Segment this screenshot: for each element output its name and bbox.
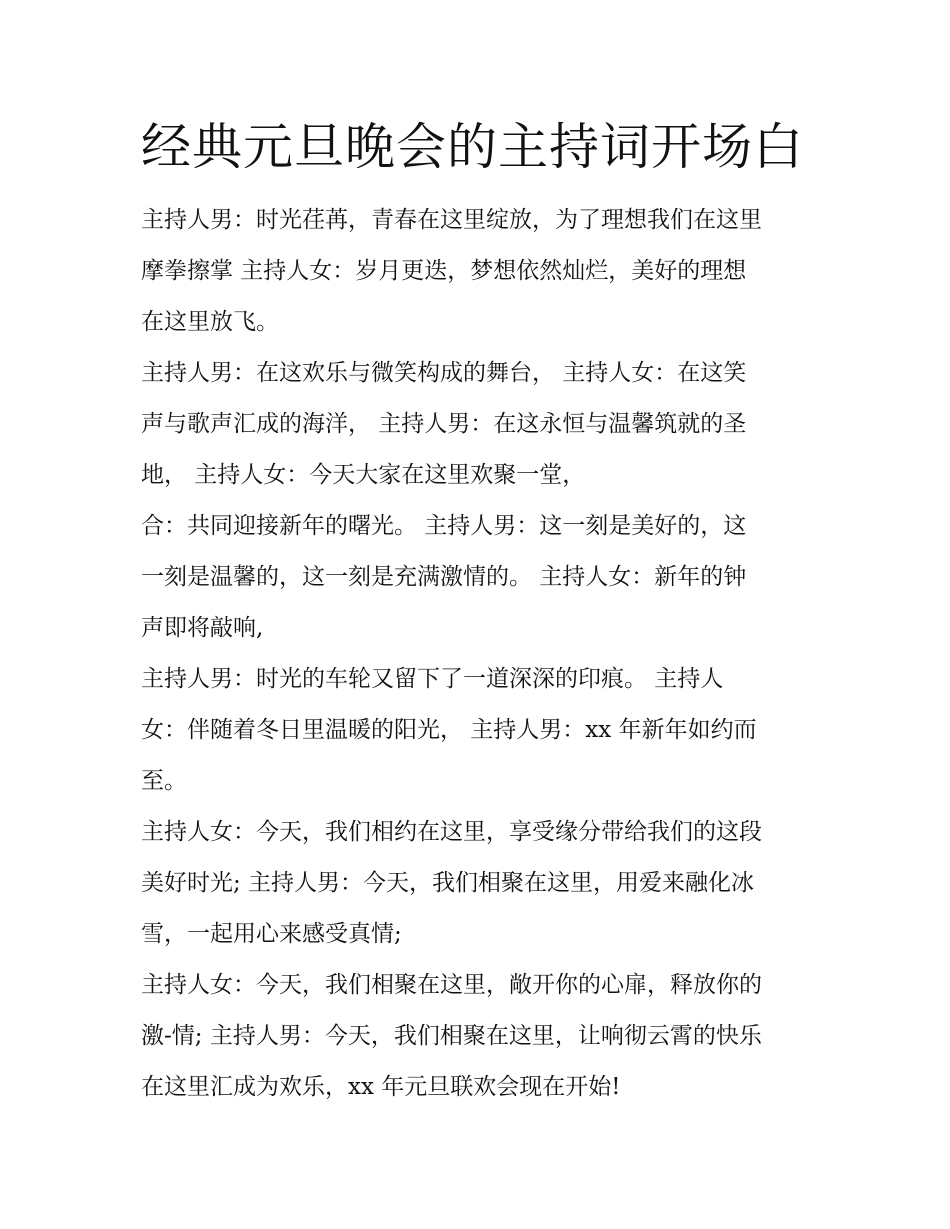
text-line: 女：伴随着冬日里温暖的阳光， 主持人男：xx 年新年如约而	[141, 717, 757, 743]
text-line: 主持人女：今天，我们相聚在这里，敞开你的心扉，释放你的	[141, 972, 762, 998]
text-line: 主持人男：时光荏苒，青春在这里绽放，为了理想我们在这里	[141, 207, 762, 233]
text-line: 至。	[141, 768, 187, 794]
document-body	[141, 195, 821, 1113]
text-line: 摩拳擦掌 主持人女：岁月更迭，梦想依然灿烂，美好的理想	[141, 258, 747, 284]
text-line: 主持人男：时光的车轮又留下了一道深深的印痕。 主持人	[141, 666, 724, 692]
text-line: 激-情; 主持人男：今天，我们相聚在这里，让响彻云霄的快乐	[141, 1023, 762, 1049]
paragraph-6	[141, 960, 821, 1113]
text-line: 声即将敲响,	[141, 615, 264, 641]
text-line: 主持人女：今天，我们相约在这里，享受缘分带给我们的这段	[141, 819, 762, 845]
text-line: 合：共同迎接新年的曙光。 主持人男：这一刻是美好的，这	[141, 513, 747, 539]
text-line: 主持人男：在这欢乐与微笑构成的舞台， 主持人女：在这笑	[141, 360, 747, 386]
paragraph-4	[141, 654, 821, 807]
text-line: 美好时光; 主持人男：今天，我们相聚在这里，用爱来融化冰	[141, 870, 755, 896]
paragraph-3	[141, 501, 821, 654]
paragraph-5	[141, 807, 821, 960]
text-line: 声与歌声汇成的海洋， 主持人男：在这永恒与温馨筑就的圣	[141, 411, 747, 437]
text-line: 在这里汇成为欢乐，xx 年元旦联欢会现在开始!	[141, 1074, 621, 1100]
document-title: 经典元旦晚会的主持词开场白	[141, 118, 804, 176]
text-line: 地， 主持人女：今天大家在这里欢聚一堂，	[141, 462, 586, 488]
text-line: 在这里放飞。	[141, 309, 279, 335]
text-line: 雪，一起用心来感受真情;	[141, 921, 402, 947]
paragraph-2	[141, 348, 821, 501]
paragraph-1	[141, 195, 821, 348]
text-line: 一刻是温馨的，这一刻是充满激情的。 主持人女：新年的钟	[141, 564, 747, 590]
